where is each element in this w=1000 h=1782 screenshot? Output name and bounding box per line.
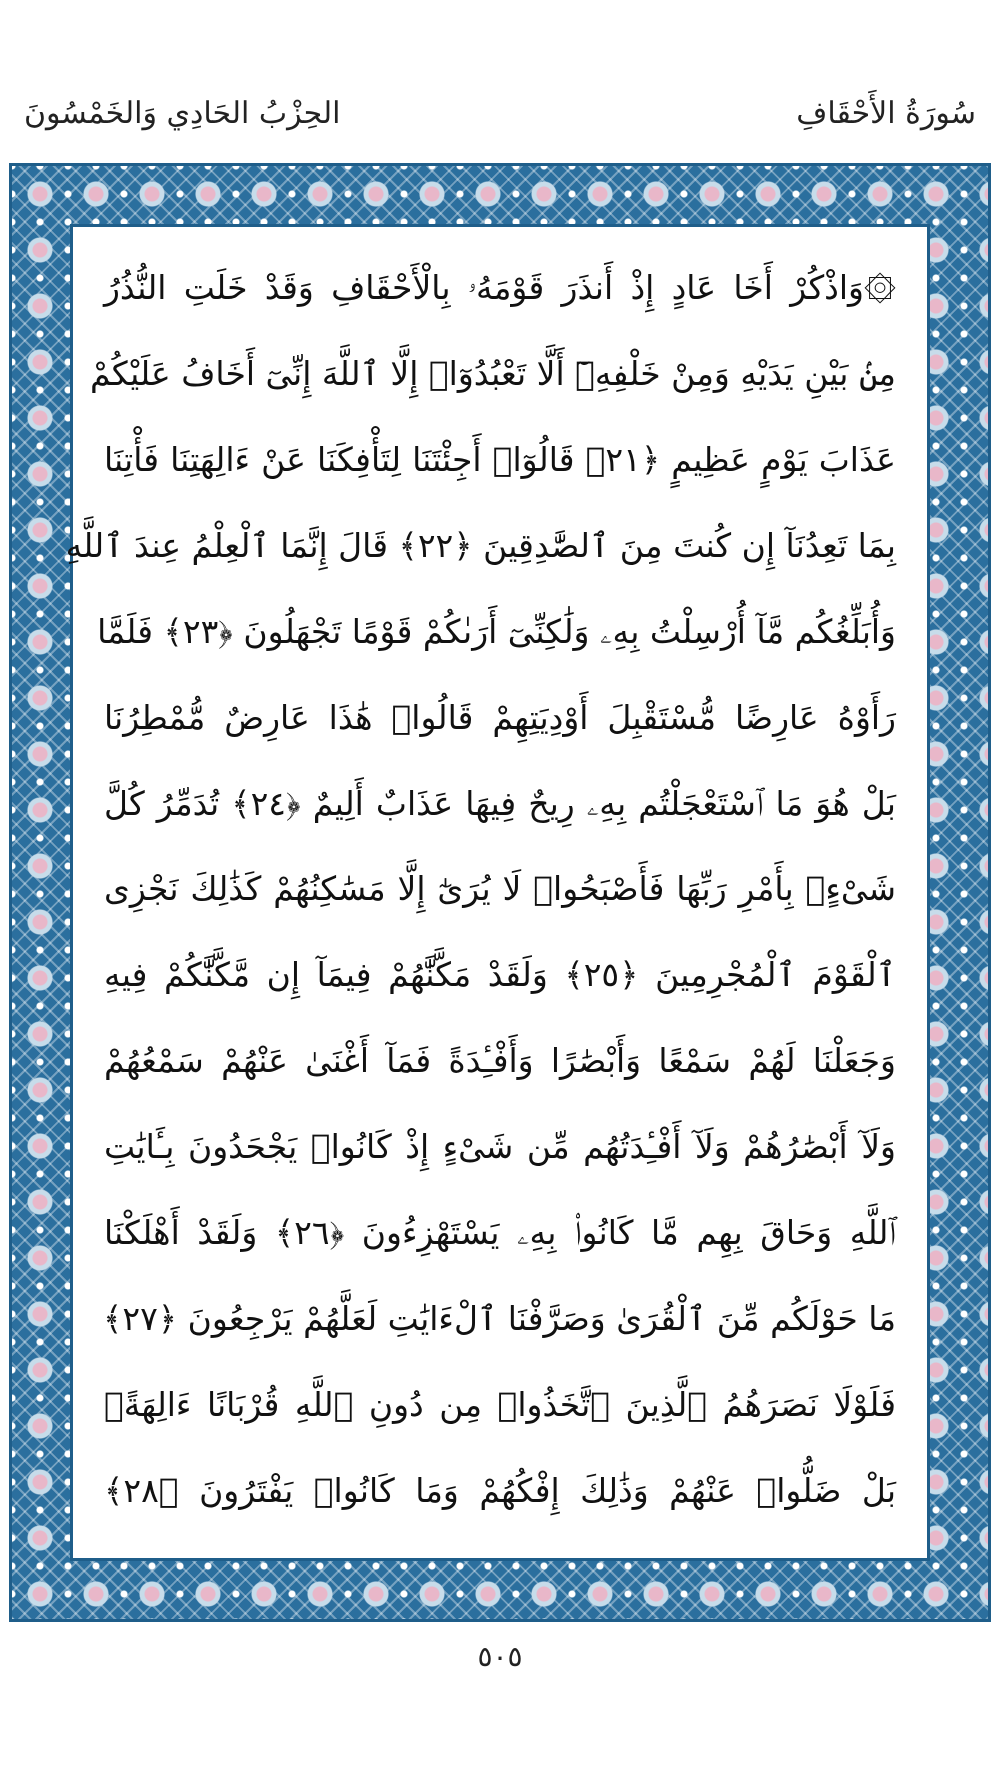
surah-name: سُورَةُ الأَحْقَافِ [796,95,976,131]
text-line: وَجَعَلْنَا لَهُمْ سَمْعًا وَأَبْصَٰرًا وَأَفْـِٔدَةً فَمَآ أَغْنَىٰ عَنْهُمْ سَمْعُهُمْ [104,1041,896,1081]
text-line: وَلَآ أَبْصَٰرُهُمْ وَلَآ أَفْـِٔدَتُهُم مِّن شَىْءٍ إِذْ كَانُوا۟ يَجْحَدُونَ بِـَٔايَٰتِ [104,1127,896,1167]
verse-text-area [65,236,918,1549]
text-line: مَا حَوْلَكُم مِّنَ ٱلْقُرَىٰ وَصَرَّفْنَا ٱلْءَايَٰتِ لَعَلَّهُمْ يَرْجِعُونَ ﴿٢٧﴾ [103,1299,896,1339]
page-header [24,88,976,138]
text-line: بِمَا تَعِدُنَآ إِن كُنتَ مِنَ ٱلصَّٰدِقِينَ ﴿٢٢﴾ قَالَ إِنَّمَا ٱلْعِلْمُ عِندَ ٱللَّهِ [65,525,896,565]
text-line: بَلْ هُوَ مَا ٱسْتَعْجَلْتُم بِهِۦ رِيحٌ فِيهَا عَذَابٌ أَلِيمٌ ﴿٢٤﴾ تُدَمِّرُ كُلَّ [104,783,896,823]
hizb-label: الحِزْبُ الحَادِي وَالخَمْسُونَ [24,95,341,131]
text-line: مِنۢ بَيْنِ يَدَيْهِ وَمِنْ خَلْفِهِۦٓ أَلَّا تَعْبُدُوٓا۟ إِلَّا ٱللَّهَ إِنِّىٓ أَخَافُ عَلَيْكُمْ [89,353,896,393]
text-line: ۞وَاذْكُرْ أَخَا عَادٍ إِذْ أَنذَرَ قَوْمَهُۥ بِالْأَحْقَافِ وَقَدْ خَلَتِ النُّذُرُ [104,268,896,307]
text-line: ٱللَّهِ وَحَاقَ بِهِم مَّا كَانُوا۟ بِهِۦ يَسْتَهْزِءُونَ ﴿٢٦﴾ وَلَقَدْ أَهْلَكْنَا [104,1213,896,1253]
page-number: ٥٠٥ [477,1640,523,1673]
text-line: ٱلْقَوْمَ ٱلْمُجْرِمِينَ ﴿٢٥﴾ وَلَقَدْ مَكَّنَّٰهُمْ فِيمَآ إِن مَّكَّنَّٰكُمْ فِيهِ [104,955,896,995]
ornamental-border [9,163,991,1622]
text-line: عَذَابَ يَوْمٍ عَظِيمٍ ﴿٢١﴾ قَالُوٓا۟ أَجِئْتَنَا لِتَأْفِكَنَا عَنْ ءَالِهَتِنَا فَأْتِنَا [104,439,896,479]
text-line: فَلَوْلَا نَصَرَهُمُ ٱلَّذِينَ ٱتَّخَذُوا۟ مِن دُونِ ٱللَّهِ قُرْبَانًا ءَالِهَةًۢ [104,1384,896,1424]
text-line: وَأُبَلِّغُكُم مَّآ أُرْسِلْتُ بِهِۦ وَلَٰكِنِّىٓ أَرَىٰكُمْ قَوْمًا تَجْهَلُونَ ﴿٢٣﴾ فَلَمَّا [97,611,896,651]
text-line: بَلْ ضَلُّوا۟ عَنْهُمْ وَذَٰلِكَ إِفْكُهُمْ وَمَا كَانُوا۟ يَفْتَرُونَ ﴿٢٨﴾ [104,1470,896,1510]
text-line: شَىْءٍۭ بِأَمْرِ رَبِّهَا فَأَصْبَحُوا۟ لَا يُرَىٰٓ إِلَّا مَسَٰكِنُهُمْ كَذَٰلِكَ نَجْزِى [104,869,896,909]
text-line: رَأَوْهُ عَارِضًا مُّسْتَقْبِلَ أَوْدِيَتِهِمْ قَالُوا۟ هَٰذَا عَارِضٌ مُّمْطِرُنَا [104,697,896,737]
